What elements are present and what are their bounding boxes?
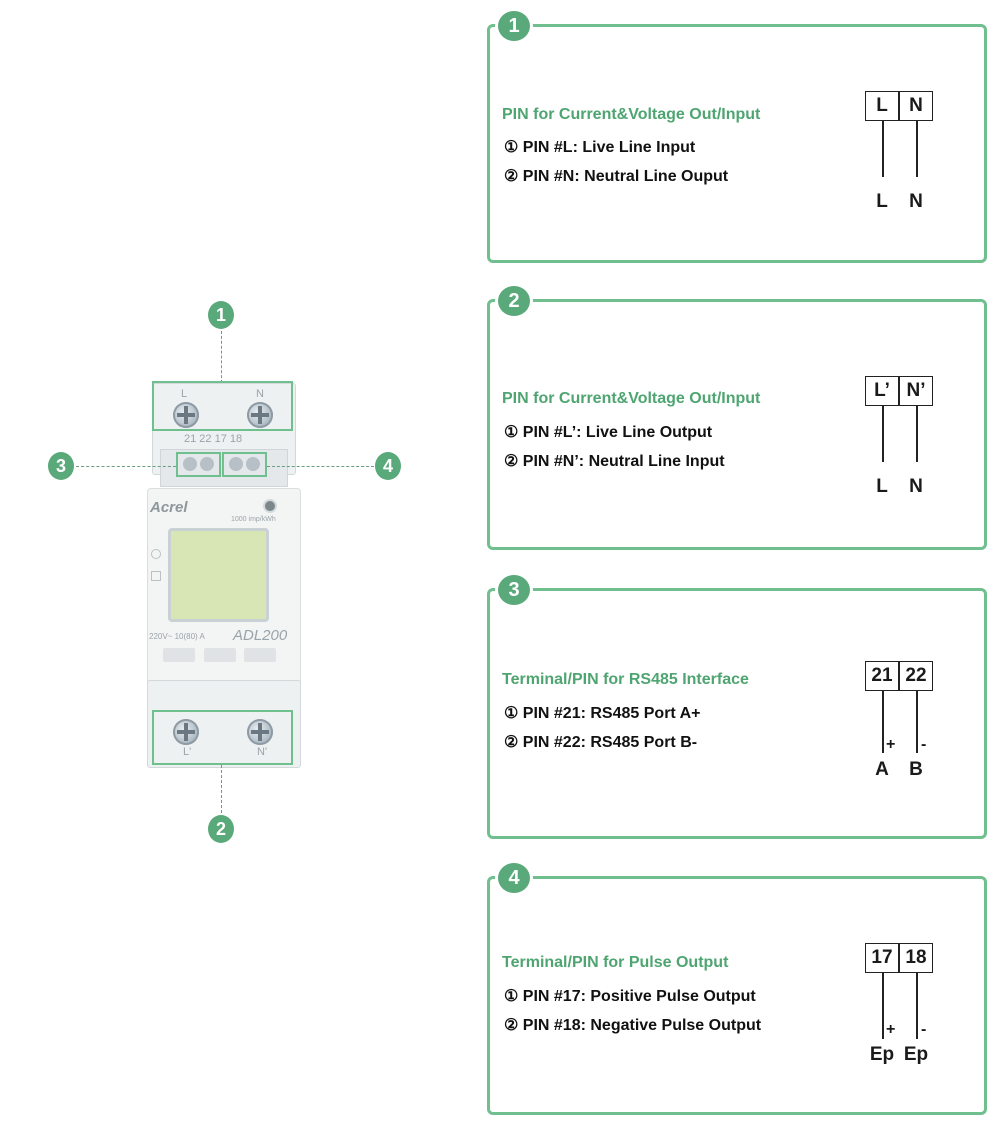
card-number-badge: 3: [498, 575, 530, 605]
up-button[interactable]: [163, 648, 195, 662]
screw-icon: [229, 457, 243, 471]
card-title: Terminal/PIN for RS485 Interface: [502, 671, 749, 688]
pin-card-1: [487, 15, 987, 263]
pin-description: ① PIN #17: Positive Pulse Output: [504, 988, 756, 1005]
terminal-box: 17: [865, 943, 899, 973]
wire-label: L: [876, 476, 888, 497]
indicator-icon: [151, 549, 161, 559]
terminal-box: N’: [899, 376, 933, 406]
model-label: ADL200: [233, 627, 288, 644]
wire-line: [882, 406, 884, 462]
top-label-l: L: [181, 388, 188, 400]
pin-description: ② PIN #N’: Neutral Line Input: [504, 453, 725, 470]
callout-2-badge: 2: [208, 815, 234, 843]
pin-card-2: [487, 290, 987, 550]
wire-line: [916, 406, 918, 462]
terminal-box: 18: [899, 943, 933, 973]
callout-4-leader: [267, 466, 374, 467]
pin-description: ① PIN #L: Live Line Input: [504, 139, 696, 156]
wire-label: B: [909, 759, 923, 780]
lcd-display: [168, 528, 269, 622]
wire-line: [882, 691, 884, 753]
terminal-box: 22: [899, 661, 933, 691]
card-number-badge: 2: [498, 286, 530, 316]
bottom-label-l: L': [183, 746, 192, 758]
wire-line: [916, 691, 918, 753]
rating-label: 220V~ 10(80) A: [149, 632, 205, 641]
screw-icon: [246, 457, 260, 471]
pulse-constant: 1000 imp/kWh: [231, 516, 276, 523]
polarity-sign: +: [886, 1021, 896, 1038]
callout-1-leader: [221, 331, 222, 383]
card-title: PIN for Current&Voltage Out/Input: [502, 390, 761, 407]
screw-icon: [173, 719, 199, 745]
pulse-led-icon: [265, 501, 275, 511]
bottom-label-n: N': [257, 746, 268, 758]
card-number-badge: 4: [498, 863, 530, 893]
card-title: PIN for Current&Voltage Out/Input: [502, 106, 761, 123]
wire-label: N: [909, 476, 923, 497]
enter-button[interactable]: [244, 648, 276, 662]
polarity-sign: -: [921, 1021, 927, 1038]
terminal-box: 21: [865, 661, 899, 691]
pin-description: ② PIN #18: Negative Pulse Output: [504, 1017, 762, 1034]
indicator-icon: [151, 571, 161, 581]
callout-3-leader: [76, 466, 176, 467]
top-label-n: N: [256, 388, 264, 400]
terminal-box: L’: [865, 376, 899, 406]
wire-line: [916, 121, 918, 177]
terminal-box: L: [865, 91, 899, 121]
screw-icon: [247, 719, 273, 745]
callout-2-leader: [221, 765, 222, 813]
pin-description: ① PIN #L’: Live Line Output: [504, 424, 713, 441]
screw-icon: [183, 457, 197, 471]
brand-logo: Acrel: [150, 499, 188, 516]
polarity-sign: +: [886, 736, 896, 753]
wire-line: [916, 973, 918, 1039]
card-number-badge: 1: [498, 11, 530, 41]
callout-2-highlight: [152, 710, 293, 765]
callout-3-badge: 3: [48, 452, 74, 480]
callout-4-badge: 4: [375, 452, 401, 480]
pin-description: ② PIN #22: RS485 Port B-: [504, 734, 698, 751]
card-title: Terminal/PIN for Pulse Output: [502, 954, 729, 971]
screw-icon: [173, 402, 199, 428]
wire-label: Ep: [869, 1044, 895, 1065]
wire-line: [882, 121, 884, 177]
polarity-sign: -: [921, 736, 927, 753]
screw-icon: [200, 457, 214, 471]
pin-description: ① PIN #21: RS485 Port A+: [504, 705, 701, 722]
screw-icon: [247, 402, 273, 428]
pin-description: ② PIN #N: Neutral Line Ouput: [504, 168, 729, 185]
terminal-box: N: [899, 91, 933, 121]
terminal-numbers: 21 22 17 18: [184, 433, 243, 445]
wire-label: L: [876, 191, 888, 212]
wire-line: [882, 973, 884, 1039]
wire-label: A: [875, 759, 889, 780]
callout-1-badge: 1: [208, 301, 234, 329]
pin-card-3: [487, 579, 987, 839]
down-button[interactable]: [204, 648, 236, 662]
callout-1-highlight: [152, 381, 293, 431]
pin-card-4: [487, 867, 987, 1115]
wire-label: Ep: [903, 1044, 929, 1065]
wire-label: N: [909, 191, 923, 212]
